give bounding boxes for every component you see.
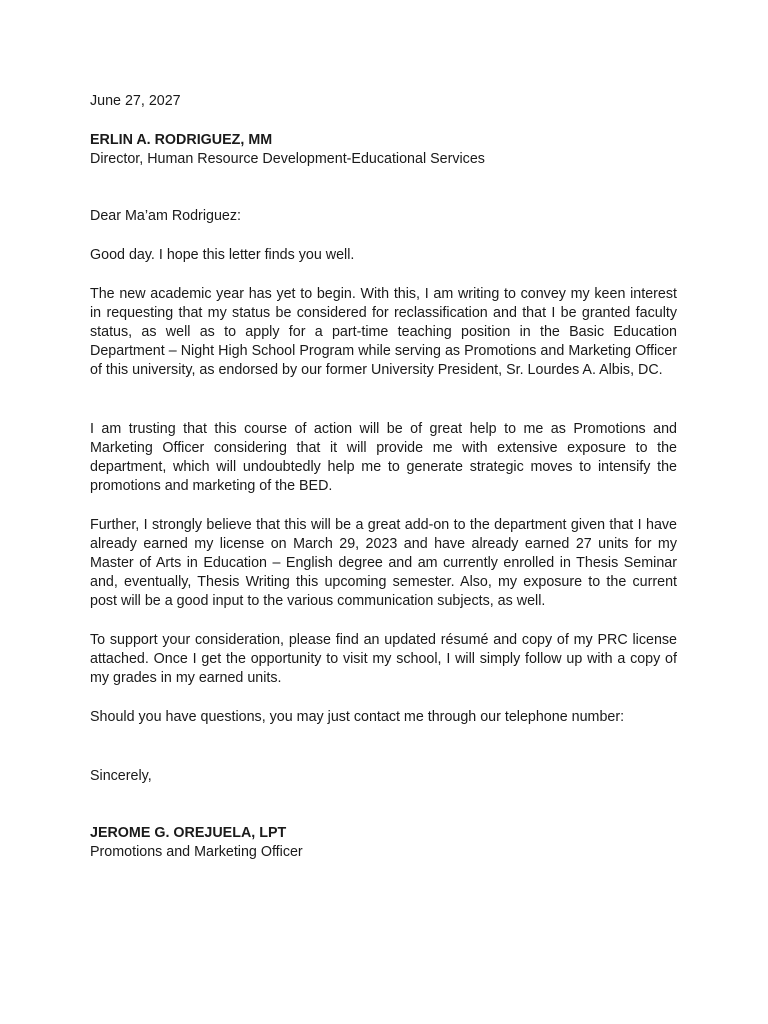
salutation: Dear Ma’am Rodriguez:	[90, 208, 241, 224]
sender-name: JEROME G. OREJUELA, LPT	[90, 825, 287, 841]
closing: Sincerely,	[90, 768, 152, 784]
body-paragraph-5: To support your consideration, please find an updated résumé and copy of my PRC license attached. Once I get the opportunity to visit my school, I will simply follow up with a copy of my grades in my earned units.	[90, 632, 677, 686]
recipient-title: Director, Human Resource Development-Educational Services	[90, 151, 485, 167]
sender-title: Promotions and Marketing Officer	[90, 844, 303, 860]
body-paragraph-6: Should you have questions, you may just contact me through our telephone number:	[90, 709, 625, 725]
body-paragraph-1: Good day. I hope this letter finds you well.	[90, 247, 355, 263]
body-paragraph-3: I am trusting that this course of action will be of great help to me as Promotions and Marketing Officer considering that it will provide me with extensive exposure to the department, which will undoubtedly help me to generate strategic moves to intensify the promotions and marketing of the BED.	[90, 421, 677, 494]
recipient-name: ERLIN A. RODRIGUEZ, MM	[90, 132, 273, 148]
letter-date: June 27, 2027	[90, 93, 181, 109]
body-paragraph-4: Further, I strongly believe that this will be a great add-on to the department given that I have already earned my license on March 29, 2023 and have already earned 27 units for my Master of Arts in Education – English degree and am currently enrolled in Thesis Seminar and, eventually, Thesis Writing this upcoming semester. Also, my exposure to the current post will be a good input to the various communication subjects, as well.	[90, 517, 677, 609]
body-paragraph-2: The new academic year has yet to begin. With this, I am writing to convey my keen interest in requesting that my status be considered for reclassification and that I be granted faculty status, as well as to apply for a part-time teaching position in the Basic Education Department – Night High School Program while serving as Promotions and Marketing Officer of this university, as endorsed by our former University President, Sr. Lourdes A. Albis, DC.	[90, 286, 677, 378]
